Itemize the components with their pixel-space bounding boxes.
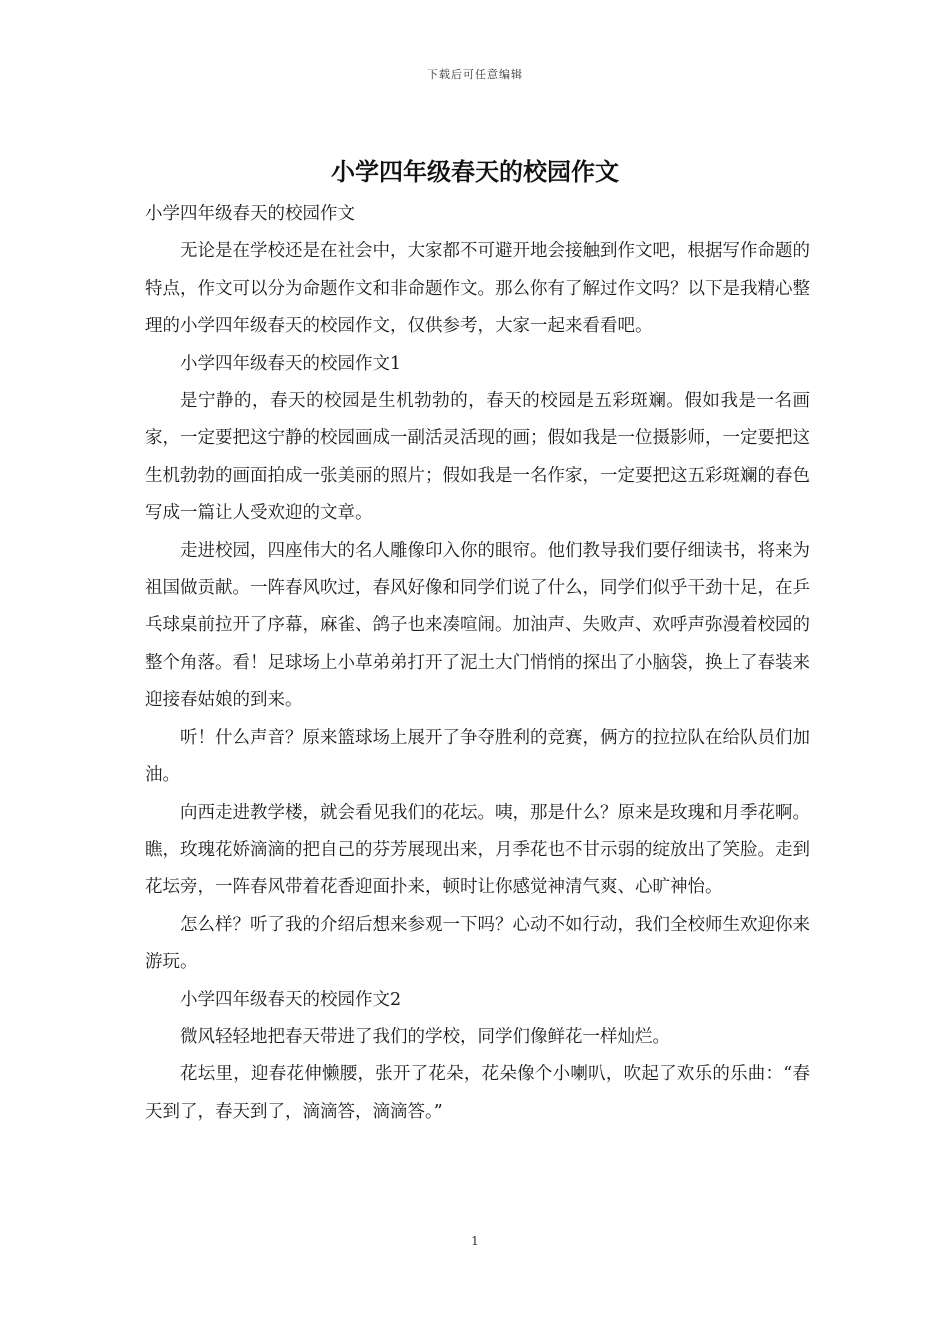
body-paragraph: 怎么样？听了我的介绍后想来参观一下吗？心动不如行动，我们全校师生欢迎你来游玩。 [145,914,810,973]
document-body [145,196,810,1131]
body-paragraph: 走进校园，四座伟大的名人雕像印入你的眼帘。他们教导我们要仔细读书，将来为祖国做贡献。一阵春风吹过，春风好像和同学们说了什么，同学们似乎干劲十足，在乒乓球桌前拉开了序幕，麻雀、鸽子也来凑喧闹。加油声、失败声、欢呼声弥漫着校园的整个角落。看！足球场上小草弟弟打开了泥土大门悄悄的探出了小脑袋，换上了春装来迎接春姑娘的到来。 [145,540,810,711]
document-title: 小学四年级春天的校园作文 [331,157,619,186]
page-number: 1 [471,1234,479,1248]
body-paragraph: 向西走进教学楼，就会看见我们的花坛。咦，那是什么？原来是玫瑰和月季花啊。瞧，玫瑰花娇滴滴的把自己的芬芳展现出来，月季花也不甘示弱的绽放出了笑脸。走到花坛旁，一阵春风带着花香迎面扑来，顿时让你感觉神清气爽、心旷神怡。 [145,802,810,898]
body-paragraph: 微风轻轻地把春天带进了我们的学校，同学们像鲜花一样灿烂。 [180,1026,670,1047]
page-header: 下载后可任意编辑 [427,68,523,81]
subtitle-paragraph: 小学四年级春天的校园作文 [145,204,355,224]
body-paragraph: 是宁静的，春天的校园是生机勃勃的，春天的校园是五彩斑斓。假如我是一名画家，一定要把这宁静的校园画成一副活灵活现的画；假如我是一位摄影师，一定要把这生机勃勃的画面拍成一张美丽的照片；假如我是一名作家，一定要把这五彩斑斓的春色写成一篇让人受欢迎的文章。 [145,391,810,524]
body-paragraph: 花坛里，迎春花伸懒腰，张开了花朵，花朵像个小喇叭，吹起了欢乐的乐曲：“春天到了，春天到了，滴滴答，滴滴答。” [145,1064,810,1122]
intro-paragraph: 无论是在学校还是在社会中，大家都不可避开地会接触到作文吧，根据写作命题的特点，作文可以分为命题作文和非命题作文。那么你有了解过作文吗？以下是我精心整理的小学四年级春天的校园作文，仅供参考，大家一起来看看吧。 [145,241,810,337]
section-heading-2: 小学四年级春天的校园作文2 [180,989,402,1010]
section-heading-1: 小学四年级春天的校园作文1 [180,353,402,374]
body-paragraph: 听！什么声音？原来篮球场上展开了争夺胜利的竞赛，俩方的拉拉队在给队员们加油。 [145,727,810,786]
